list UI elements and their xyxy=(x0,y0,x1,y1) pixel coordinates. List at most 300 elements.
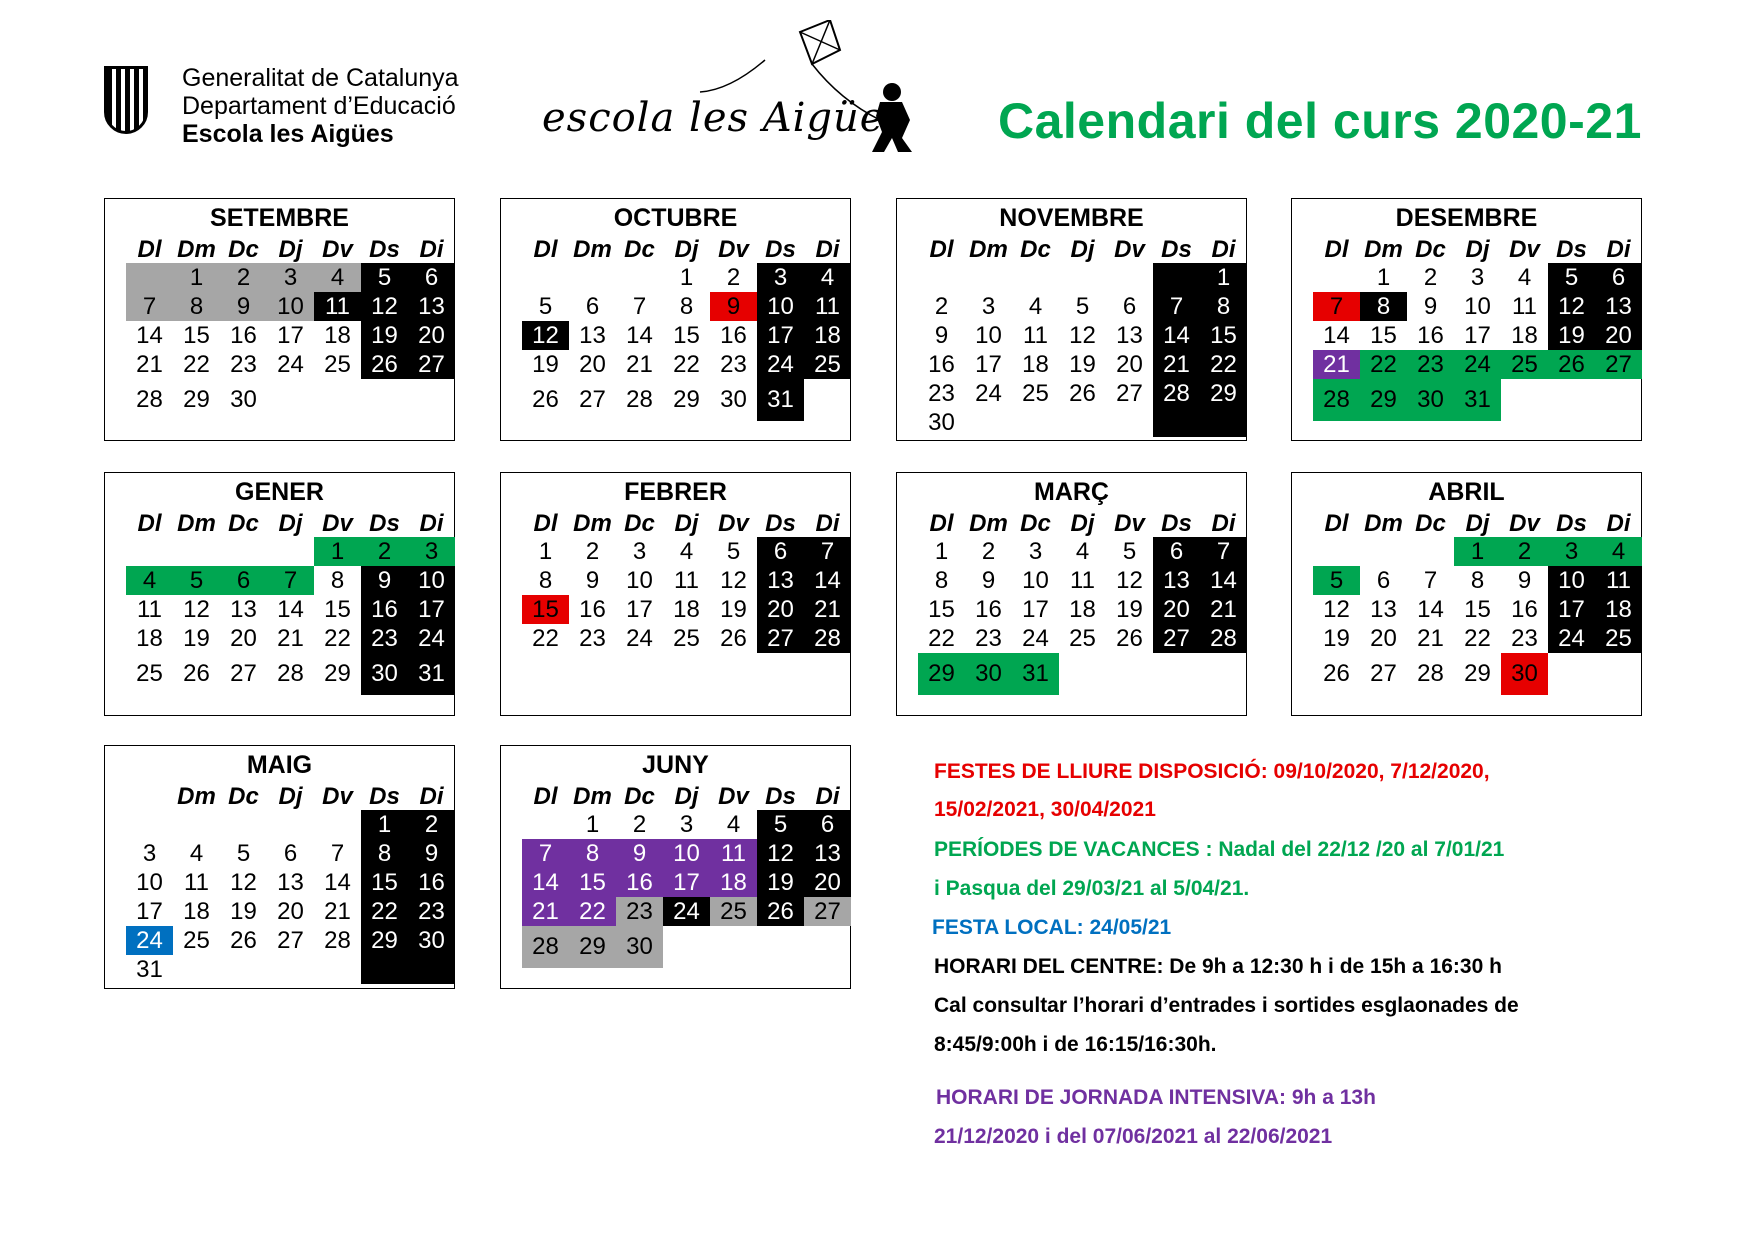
day-cell: 16 xyxy=(230,322,257,349)
weekday-header: Dv xyxy=(718,783,749,810)
day-cell: 16 xyxy=(720,322,747,349)
weekday-header: Ds xyxy=(369,510,400,537)
row-spacer xyxy=(105,321,126,350)
day-cell: 17 xyxy=(277,322,304,349)
weekday-header: Dc xyxy=(1415,510,1446,537)
intensiva-line-1: HORARI DE JORNADA INTENSIVA: 9h a 13h xyxy=(936,1086,1376,1109)
weekday-header: Dm xyxy=(1364,236,1403,263)
day-cell: 16 xyxy=(616,868,663,897)
row-spacer xyxy=(897,379,918,408)
month-name: MAIG xyxy=(246,751,313,779)
empty-cell xyxy=(1407,537,1454,566)
weekday-header: Dl xyxy=(533,510,558,537)
weekday-header: Dj xyxy=(1465,236,1490,263)
day-cell: 10 xyxy=(1464,293,1491,320)
empty-cell xyxy=(1106,263,1153,292)
day-cell: 17 xyxy=(1548,595,1595,624)
day-cell: 23 xyxy=(616,897,663,926)
day-cell: 9 xyxy=(981,567,996,594)
month-name: NOVEMBRE xyxy=(999,204,1144,232)
festes-line-1: FESTES DE LLIURE DISPOSICIÓ: 09/10/2020, 7/12/2020, xyxy=(934,760,1490,783)
day-cell: 18 xyxy=(324,322,351,349)
empty-cell xyxy=(1313,537,1360,566)
day-cell: 8 xyxy=(330,567,345,594)
row-spacer xyxy=(897,408,918,437)
month-1 xyxy=(500,198,851,441)
weekday-header: Ds xyxy=(1161,510,1192,537)
day-cell: 19 xyxy=(532,351,559,378)
grid-spacer xyxy=(501,782,522,810)
day-cell: 17 xyxy=(1022,596,1049,623)
day-cell: 6 xyxy=(757,537,804,566)
row-spacer xyxy=(501,810,522,839)
day-cell: 16 xyxy=(1417,322,1444,349)
day-cell: 12 xyxy=(361,292,408,321)
day-cell: 10 xyxy=(626,567,653,594)
row-spacer xyxy=(1292,595,1313,624)
day-cell: 7 xyxy=(804,537,851,566)
row-spacer xyxy=(501,839,522,868)
day-cell: 19 xyxy=(230,898,257,925)
day-cell: 29 xyxy=(361,926,408,955)
day-cell: 5 xyxy=(236,840,251,867)
weekday-header: Di xyxy=(1211,510,1236,537)
day-cell: 29 xyxy=(673,386,700,413)
weekday-header: Dm xyxy=(177,236,216,263)
day-cell: 1 xyxy=(1454,537,1501,566)
day-cell: 13 xyxy=(1595,292,1642,321)
weekday-header: Ds xyxy=(1556,236,1587,263)
day-cell: 22 xyxy=(1360,350,1407,379)
grid-spacer xyxy=(105,782,126,810)
empty-cell xyxy=(663,926,710,968)
day-cell: 9 xyxy=(1517,567,1532,594)
day-cell: 26 xyxy=(1323,660,1350,687)
day-cell: 29 xyxy=(1360,379,1407,421)
weekday-header: Dj xyxy=(674,236,699,263)
day-cell: 4 xyxy=(804,263,851,292)
row-spacer xyxy=(897,321,918,350)
row-spacer xyxy=(501,566,522,595)
generalitat-name: Generalitat de Catalunya xyxy=(182,64,459,92)
empty-cell xyxy=(804,926,851,968)
day-cell: 11 xyxy=(804,292,851,321)
day-cell: 8 xyxy=(1470,567,1485,594)
day-cell: 16 xyxy=(361,595,408,624)
day-cell: 2 xyxy=(585,538,600,565)
day-cell: 23 xyxy=(579,625,606,652)
row-spacer xyxy=(105,350,126,379)
day-cell: 30 xyxy=(230,386,257,413)
empty-cell xyxy=(314,955,361,984)
day-cell: 30 xyxy=(616,926,663,968)
day-cell: 21 xyxy=(1313,350,1360,379)
day-cell: 23 xyxy=(928,380,955,407)
day-cell: 20 xyxy=(277,898,304,925)
day-cell: 17 xyxy=(408,595,455,624)
month-days-grid xyxy=(501,509,850,653)
empty-cell xyxy=(1501,379,1548,421)
day-cell: 10 xyxy=(408,566,455,595)
day-cell: 26 xyxy=(532,386,559,413)
day-cell: 30 xyxy=(720,386,747,413)
month-3 xyxy=(1291,198,1642,441)
month-days-grid xyxy=(1292,235,1641,421)
day-cell: 14 xyxy=(804,566,851,595)
month-name: DESEMBRE xyxy=(1395,204,1538,232)
day-cell: 8 xyxy=(173,292,220,321)
day-cell: 9 xyxy=(361,566,408,595)
day-cell: 3 xyxy=(632,538,647,565)
empty-cell xyxy=(1595,653,1642,695)
day-cell: 14 xyxy=(522,868,569,897)
grid-spacer xyxy=(105,235,126,263)
day-cell: 5 xyxy=(361,263,408,292)
month-4 xyxy=(104,472,455,716)
row-spacer xyxy=(1292,537,1313,566)
day-cell: 1 xyxy=(934,538,949,565)
day-cell: 20 xyxy=(804,868,851,897)
day-cell: 1 xyxy=(361,810,408,839)
weekday-header: Di xyxy=(1606,510,1631,537)
day-cell: 26 xyxy=(1069,380,1096,407)
vacances-line-2: i Pasqua del 29/03/21 al 5/04/21. xyxy=(934,877,1250,900)
day-cell: 11 xyxy=(1070,567,1095,594)
empty-cell xyxy=(1106,408,1153,437)
day-cell: 30 xyxy=(965,653,1012,695)
horari-line-2: Cal consultar l’horari d’entrades i sortides esglaonades de xyxy=(934,994,1519,1017)
day-cell: 27 xyxy=(804,897,851,926)
weekday-header: Dv xyxy=(1114,236,1145,263)
row-spacer xyxy=(897,292,918,321)
day-cell: 28 xyxy=(1313,379,1360,421)
weekday-header: Ds xyxy=(1556,510,1587,537)
empty-cell xyxy=(1059,263,1106,292)
weekday-header: Dm xyxy=(177,510,216,537)
day-cell: 12 xyxy=(522,321,569,350)
day-cell: 10 xyxy=(136,869,163,896)
weekday-header: Dm xyxy=(573,236,612,263)
day-cell: 24 xyxy=(975,380,1002,407)
day-cell: 31 xyxy=(1012,653,1059,695)
day-cell: 7 xyxy=(1423,567,1438,594)
weekday-header: Dm xyxy=(573,783,612,810)
day-cell: 27 xyxy=(1370,660,1397,687)
weekday-header: Dl xyxy=(1324,236,1349,263)
row-spacer xyxy=(1292,321,1313,350)
day-cell: 28 xyxy=(1200,624,1247,653)
day-cell: 13 xyxy=(408,292,455,321)
grid-spacer xyxy=(501,235,522,263)
day-cell: 21 xyxy=(804,595,851,624)
day-cell: 7 xyxy=(267,566,314,595)
empty-cell xyxy=(408,379,455,421)
weekday-header: Ds xyxy=(369,783,400,810)
day-cell: 5 xyxy=(538,293,553,320)
day-cell: 15 xyxy=(324,596,351,623)
month-name: MARÇ xyxy=(1034,478,1109,506)
grid-spacer xyxy=(1292,509,1313,537)
empty-cell xyxy=(965,263,1012,292)
day-cell: 19 xyxy=(1548,321,1595,350)
month-name: OCTUBRE xyxy=(613,204,738,232)
day-cell: 1 xyxy=(1376,264,1391,291)
weekday-header: Dm xyxy=(177,783,216,810)
day-cell: 14 xyxy=(277,596,304,623)
empty-cell xyxy=(1548,653,1595,695)
day-cell: 3 xyxy=(408,537,455,566)
day-cell: 4 xyxy=(1028,293,1043,320)
day-cell: 24 xyxy=(663,897,710,926)
empty-cell xyxy=(918,263,965,292)
day-cell: 2 xyxy=(1501,537,1548,566)
day-cell: 10 xyxy=(1548,566,1595,595)
day-cell: 20 xyxy=(1370,625,1397,652)
weekday-header: Dj xyxy=(1070,510,1095,537)
day-cell: 6 xyxy=(1595,263,1642,292)
day-cell: 12 xyxy=(230,869,257,896)
day-cell: 9 xyxy=(1423,293,1438,320)
day-cell: 20 xyxy=(757,595,804,624)
day-cell: 11 xyxy=(314,292,361,321)
empty-cell xyxy=(1200,408,1247,437)
day-cell: 26 xyxy=(1116,625,1143,652)
row-spacer xyxy=(501,926,522,968)
day-cell: 15 xyxy=(183,322,210,349)
day-cell: 31 xyxy=(408,653,455,695)
weekday-header: Di xyxy=(419,510,444,537)
day-cell: 20 xyxy=(230,625,257,652)
row-spacer xyxy=(105,810,126,839)
day-cell: 18 xyxy=(183,898,210,925)
row-spacer xyxy=(897,595,918,624)
day-cell: 22 xyxy=(928,625,955,652)
day-cell: 13 xyxy=(1153,566,1200,595)
empty-cell xyxy=(126,537,173,566)
day-cell: 13 xyxy=(1116,322,1143,349)
empty-cell xyxy=(522,263,569,292)
weekday-header: Dc xyxy=(624,236,655,263)
row-spacer xyxy=(501,595,522,624)
grid-spacer xyxy=(897,509,918,537)
day-cell: 22 xyxy=(324,625,351,652)
empty-cell xyxy=(1012,408,1059,437)
day-cell: 11 xyxy=(184,869,209,896)
row-spacer xyxy=(501,624,522,653)
day-cell: 12 xyxy=(183,596,210,623)
day-cell: 13 xyxy=(579,322,606,349)
day-cell: 8 xyxy=(361,839,408,868)
month-8 xyxy=(104,745,455,989)
month-days-grid xyxy=(105,509,454,695)
day-cell: 9 xyxy=(585,567,600,594)
day-cell: 17 xyxy=(136,898,163,925)
row-spacer xyxy=(105,955,126,984)
empty-cell xyxy=(408,955,455,984)
empty-cell xyxy=(1012,263,1059,292)
day-cell: 14 xyxy=(1323,322,1350,349)
row-spacer xyxy=(501,537,522,566)
weekday-header: Dj xyxy=(278,783,303,810)
day-cell: 13 xyxy=(230,596,257,623)
row-spacer xyxy=(1292,624,1313,653)
day-cell: 3 xyxy=(142,840,157,867)
row-spacer xyxy=(897,537,918,566)
weekday-header: Dj xyxy=(674,783,699,810)
row-spacer xyxy=(501,321,522,350)
day-cell: 6 xyxy=(585,293,600,320)
empty-cell xyxy=(314,379,361,421)
weekday-header: Dl xyxy=(533,236,558,263)
day-cell: 12 xyxy=(1323,596,1350,623)
day-cell: 24 xyxy=(408,624,455,653)
day-cell: 9 xyxy=(220,292,267,321)
day-cell: 29 xyxy=(183,386,210,413)
day-cell: 1 xyxy=(538,538,553,565)
day-cell: 19 xyxy=(1069,351,1096,378)
day-cell: 18 xyxy=(804,321,851,350)
day-cell: 26 xyxy=(361,350,408,379)
month-days-grid xyxy=(501,235,850,421)
weekday-header: Dc xyxy=(1020,510,1051,537)
row-spacer xyxy=(105,263,126,292)
horari-line-3: 8:45/9:00h i de 16:15/16:30h. xyxy=(934,1033,1217,1056)
day-cell: 9 xyxy=(408,839,455,868)
day-cell: 12 xyxy=(1116,567,1143,594)
day-cell: 25 xyxy=(804,350,851,379)
day-cell: 20 xyxy=(1153,595,1200,624)
day-cell: 12 xyxy=(1069,322,1096,349)
row-spacer xyxy=(1292,379,1313,421)
month-name: GENER xyxy=(235,478,324,506)
day-cell: 24 xyxy=(126,926,173,955)
day-cell: 6 xyxy=(804,810,851,839)
day-cell: 28 xyxy=(1153,379,1200,408)
day-cell: 7 xyxy=(1153,292,1200,321)
day-cell: 14 xyxy=(1417,596,1444,623)
generalitat-shield-icon xyxy=(104,66,148,134)
day-cell: 5 xyxy=(1548,263,1595,292)
day-cell: 3 xyxy=(981,293,996,320)
day-cell: 5 xyxy=(1313,566,1360,595)
empty-cell xyxy=(267,379,314,421)
day-cell: 21 xyxy=(277,625,304,652)
day-cell: 10 xyxy=(1022,567,1049,594)
day-cell: 19 xyxy=(1323,625,1350,652)
weekday-header: Dv xyxy=(322,236,353,263)
weekday-header: Di xyxy=(815,236,840,263)
weekday-header: Dl xyxy=(929,236,954,263)
day-cell: 11 xyxy=(1595,566,1642,595)
day-cell: 10 xyxy=(663,839,710,868)
row-spacer xyxy=(897,653,918,695)
day-cell: 8 xyxy=(538,567,553,594)
day-cell: 3 xyxy=(267,263,314,292)
empty-cell xyxy=(1153,653,1200,695)
weekday-header: Dm xyxy=(969,236,1008,263)
month-7 xyxy=(1291,472,1642,716)
month-days-grid xyxy=(105,235,454,421)
empty-cell xyxy=(267,955,314,984)
row-spacer xyxy=(501,263,522,292)
day-cell: 21 xyxy=(1153,350,1200,379)
empty-cell xyxy=(1153,408,1200,437)
day-cell: 31 xyxy=(1454,379,1501,421)
weekday-header: Dc xyxy=(228,783,259,810)
weekday-header: Ds xyxy=(765,236,796,263)
weekday-header: Dm xyxy=(1364,510,1403,537)
weekday-header: Di xyxy=(815,783,840,810)
row-spacer xyxy=(105,624,126,653)
row-spacer xyxy=(1292,566,1313,595)
weekday-header: Dl xyxy=(1324,510,1349,537)
day-cell: 25 xyxy=(136,660,163,687)
weekday-header: Dv xyxy=(718,236,749,263)
day-cell: 28 xyxy=(1417,660,1444,687)
day-cell: 11 xyxy=(710,839,757,868)
day-cell: 6 xyxy=(220,566,267,595)
month-name: SETEMBRE xyxy=(210,204,349,232)
row-spacer xyxy=(105,839,126,868)
day-cell: 27 xyxy=(579,386,606,413)
day-cell: 30 xyxy=(361,653,408,695)
row-spacer xyxy=(105,292,126,321)
empty-cell xyxy=(267,810,314,839)
empty-cell xyxy=(314,810,361,839)
day-cell: 4 xyxy=(1075,538,1090,565)
day-cell: 1 xyxy=(314,537,361,566)
day-cell: 14 xyxy=(1200,566,1247,595)
school-name: Escola les Aigües xyxy=(182,120,394,148)
empty-cell xyxy=(1059,408,1106,437)
day-cell: 2 xyxy=(632,811,647,838)
day-cell: 2 xyxy=(361,537,408,566)
empty-cell xyxy=(1200,653,1247,695)
weekday-header: Dc xyxy=(1415,236,1446,263)
weekday-header: Dv xyxy=(1509,510,1540,537)
day-cell: 26 xyxy=(230,927,257,954)
day-cell: 25 xyxy=(1022,380,1049,407)
grid-spacer xyxy=(897,235,918,263)
weekday-header: Dv xyxy=(718,510,749,537)
weekday-header: Dj xyxy=(278,510,303,537)
vacances-line-1: PERÍODES DE VACANCES : Nadal del 22/12 /20 al 7/01/21 xyxy=(934,838,1505,861)
day-cell: 17 xyxy=(626,596,653,623)
day-cell: 12 xyxy=(757,839,804,868)
grid-spacer xyxy=(1292,235,1313,263)
day-cell: 25 xyxy=(1595,624,1642,653)
day-cell: 24 xyxy=(277,351,304,378)
day-cell: 2 xyxy=(408,810,455,839)
day-cell: 15 xyxy=(361,868,408,897)
day-cell: 26 xyxy=(757,897,804,926)
empty-cell xyxy=(616,263,663,292)
row-spacer xyxy=(1292,653,1313,695)
day-cell: 28 xyxy=(324,927,351,954)
day-cell: 16 xyxy=(975,596,1002,623)
day-cell: 25 xyxy=(710,897,757,926)
day-cell: 3 xyxy=(757,263,804,292)
day-cell: 27 xyxy=(1153,624,1200,653)
row-spacer xyxy=(105,537,126,566)
row-spacer xyxy=(897,350,918,379)
day-cell: 5 xyxy=(1122,538,1137,565)
weekday-header: Di xyxy=(1211,236,1236,263)
day-cell: 11 xyxy=(137,596,162,623)
day-cell: 24 xyxy=(1022,625,1049,652)
empty-cell xyxy=(569,263,616,292)
weekday-header: Dv xyxy=(1509,236,1540,263)
